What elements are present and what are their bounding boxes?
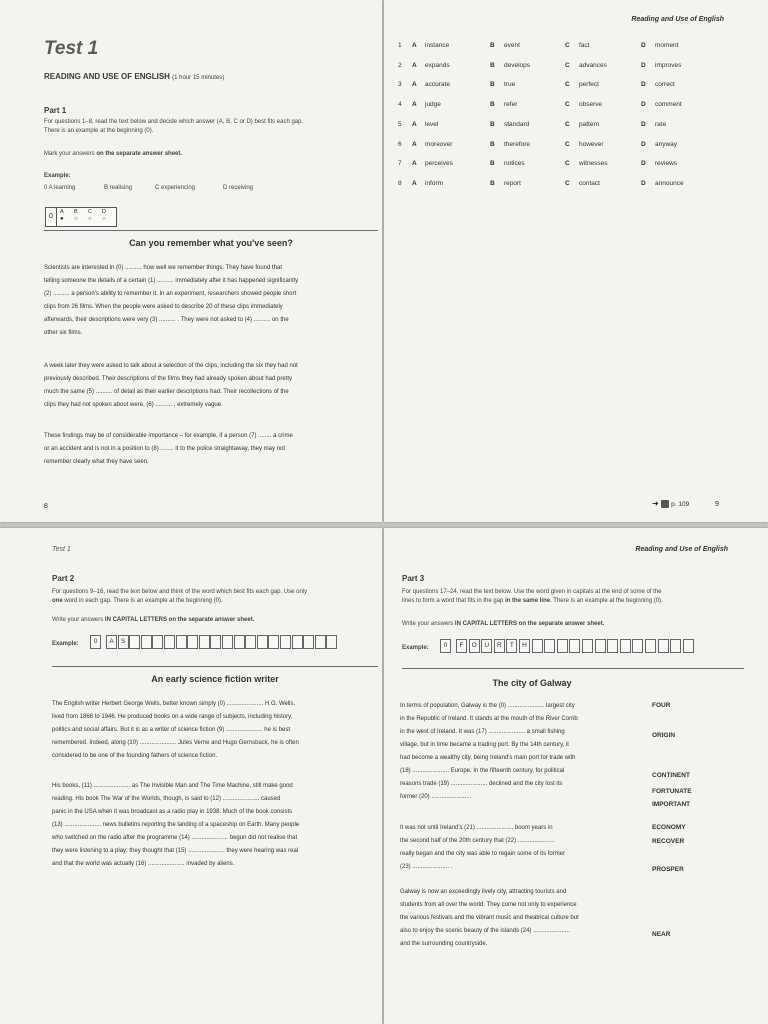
question-number: 7 [398,160,402,168]
option-a: judge [425,101,441,109]
option-a: expands [425,61,450,69]
question-number: 4 [398,101,402,109]
option-d: moment [655,42,679,49]
paragraph-1: The English writer Herbert George Wells, better known simply (0) ...................... H.G. Wells, lived from 1866 to 1946. He produced books on a wide range of subjects, including history, politics and social affairs. But it is as a writer of science fiction (9) ...................... he is best remembered. Indeed, along (10) ...................... Jules Verne and Hugo Gernsback, he is often considered to be one of the founding fathers of science fiction. [52,701,299,759]
test-title: Test 1 [44,38,99,59]
part-label: Part 1 [44,106,67,115]
letter-b: B [490,140,495,148]
letter-b: B [490,61,495,69]
word-origin: ORIGIN [652,732,676,739]
option-d: improves [655,61,682,69]
letter-d: D [641,120,646,128]
grid-letter-cell: A [106,635,117,649]
option-d: anyway [655,140,678,148]
grid-letter-cell [607,639,618,653]
option-row [398,121,750,133]
grid-letter-cell [595,639,606,653]
option-b: notices [504,160,525,168]
option-d: announce [655,179,684,187]
option-b: true [504,81,516,89]
divider [402,668,744,669]
question-number: 3 [398,81,402,89]
option-row [398,180,750,192]
grid-letter-cell: R [494,639,505,653]
write-answers: Write your answers IN CAPITAL LETTERS on the separate answer sheet. [402,621,605,627]
grid-letter-cell [658,639,669,653]
running-header: Reading and Use of English [635,546,728,553]
option-row [398,62,750,74]
part-label: Part 3 [402,574,425,583]
letter-b: B [490,179,495,187]
paragraph-2: His books, (11) ...................... as The Invisible Man and The Time Machine, still make good reading. His book The War of the Worlds, though, is said to (12) ...................... caused panic in the USA when it was broadcast as a radio play in 1938. Much of the book consists (13) ...................... news bulletins reporting the landing of a spaceship on Earth. Many people who switched on the radio after the programme (14) ...................... begun did not realise that they were listening to a play; they thought that (15) ...................... they were hearing was real and that the world was actually (16) ...................... invaded by aliens. [52,783,300,867]
option-b: refer [504,101,518,109]
grid-letter-cell [280,635,291,649]
letter-b: B [490,81,495,89]
page-10 [0,528,382,1024]
letter-b: B [490,160,495,168]
grid-letter-cell [620,639,631,653]
grid-letter-cell: T [506,639,517,653]
page-8 [0,0,382,522]
paragraph-3: Galway is now an exceedingly lively city, attracting tourists and students from all over the world. They come not only to experience the various festivals and the vibrant music and theatrical culture but also to enjoy the scenic beauty of the islands (24) ...................... and the surrounding countryside. [400,889,579,947]
word-four: FOUR [652,702,671,709]
option-c: fact [579,42,590,49]
instructions: For questions 17–24, read the text below. Use the word given in capitals at the end of some of the lines to form a word that fits in the gap in the same line. There is an example at the beginning (0). [402,589,663,604]
word-important: IMPORTANT [652,801,691,808]
option-c: contact [579,179,600,187]
arrow-icon: ➜ [652,499,659,508]
option-a: level [425,120,439,128]
option-d: comment [655,101,682,109]
section-title: READING AND USE OF ENGLISH (1 hour 15 minutes) [44,72,225,81]
letter-c: C [565,81,570,89]
grid-letter-cell [129,635,140,649]
grid-letter-cell [670,639,681,653]
word-economy: ECONOMY [652,824,686,831]
grid-letter-cell [315,635,326,649]
letter-c: C [565,140,570,148]
grid-number-cell: 0 [90,635,101,649]
option-a: instance [425,42,450,49]
option-row [398,160,750,172]
grid-letter-cell: H [519,639,530,653]
word-near: NEAR [652,931,671,938]
grid-letter-cell [210,635,221,649]
grid-letter-cell [164,635,175,649]
grid-letter-cell: S [118,635,129,649]
grid-letter-cell [532,639,543,653]
option-row [398,81,750,93]
letter-c: C [565,120,570,128]
grid-letter-cell: O [469,639,480,653]
option-c: however [579,140,604,148]
option-a: inform [425,179,444,187]
letter-a: A [412,42,417,49]
mark-answers: Mark your answers on the separate answer sheet. [44,151,183,157]
word-continent: CONTINENT [652,772,690,779]
text-title: Can you remember what you've seen? [129,238,293,248]
section-duration: (1 hour 15 minutes) [172,75,225,81]
option-a: moreover [425,140,453,148]
answer-grid: 0 A B C D ● ○ ○ ○ [45,207,117,227]
letter-a: A [412,179,417,187]
letter-d: D [641,81,646,89]
grid-letter-cell: F [456,639,467,653]
example-label: Example: [44,173,71,179]
text-title: The city of Galway [492,678,572,688]
example-label: Example: [402,645,429,651]
grid-letter-cell [187,635,198,649]
option-d: correct [655,81,675,89]
letter-d: D [641,179,646,187]
letter-c: C [565,160,570,168]
letter-a: A [412,160,417,168]
option-c: observe [579,101,603,109]
grid-letter-cell [245,635,256,649]
grid-letter-cell [222,635,233,649]
letter-a: A [412,61,417,69]
letter-c: C [565,101,570,109]
grid-letter-cell [292,635,303,649]
question-number: 1 [398,42,402,49]
grid-letter-cell [176,635,187,649]
page-9 [384,0,768,522]
grid-letter-cell [199,635,210,649]
option-d: rate [655,120,667,128]
grid-letter-cell [234,635,245,649]
book-icon [661,500,669,508]
example-label: Example: [52,641,79,647]
option-a: perceives [425,160,453,168]
option-c: pattern [579,120,600,128]
instructions: For questions 1–8, read the text below and decide which answer (A, B, C or D) best fits each gap. There is an example at the beginning (0). [44,119,304,134]
page-ref[interactable]: ➜ p. 109 [652,499,690,508]
letter-d: D [641,140,646,148]
divider [44,230,378,231]
grid-letter-cell [326,635,337,649]
letter-d: D [641,42,646,49]
option-b: therefore [504,140,531,148]
grid-letter-cell: U [481,639,492,653]
word-prosper: PROSPER [652,866,684,873]
part-label: Part 2 [52,574,75,583]
option-c: advances [579,61,607,69]
option-b: report [504,179,521,187]
grid-letter-cell [632,639,643,653]
paragraph-1: Scientists are interested in (0) .......... how well we remember things. They have found that telling someone the details of a certain (1) .......... immediately after it has happened significantly (2) .......... a person's ability to remember it. In an experiment, researchers showed people short clips from 26 films. When the people were asked to describe 20 of these clips immediately afterwards, their descriptions were very (3) .......... . They were not asked to (4) .......... on the other six films. [44,265,299,336]
page-11 [384,528,768,1024]
question-number: 6 [398,140,402,148]
letter-d: D [641,61,646,69]
letter-d: D [641,160,646,168]
grid-letter-cell [141,635,152,649]
grid-letter-cell [303,635,314,649]
grid-letter-cell [152,635,163,649]
letter-b: B [490,101,495,109]
running-header: Reading and Use of English [631,16,724,23]
option-d: reviews [655,160,678,168]
letter-d: D [641,101,646,109]
example-options: 0 A learning B realising C experiencing D receiving [44,185,254,191]
word-recover: RECOVER [652,838,685,845]
grid-letter-cell [557,639,568,653]
letter-a: A [412,120,417,128]
paragraph-3: These findings may be of considerable importance – for example, if a person (7) ........ a crime or an accident and is not in a position to (8) ........ it to the police straightaway, they may not remember clearly what they have seen. [44,433,293,465]
grid-number-cell: 0 [440,639,451,653]
page-number: 8 [44,503,48,510]
option-c: witnesses [579,160,608,168]
letter-b: B [490,42,495,49]
letter-c: C [565,61,570,69]
page-number: 9 [715,501,719,508]
grid-letter-cell [268,635,279,649]
option-b: event [504,42,520,49]
divider [52,666,378,667]
grid-letter-cell [582,639,593,653]
running-header: Test 1 [52,546,71,553]
option-row [398,101,750,113]
question-number: 8 [398,179,402,187]
question-number: 2 [398,61,402,69]
grid-letter-cell [569,639,580,653]
write-answers: Write your answers IN CAPITAL LETTERS on the separate answer sheet. [52,617,255,623]
option-b: develops [504,61,531,69]
letter-c: C [565,179,570,187]
text-title: An early science fiction writer [151,674,279,684]
option-c: perfect [579,81,599,89]
letter-c: C [565,42,570,49]
paragraph-2: It was not until Ireland's (21) ...................... boom years in the second half of the 20th century that (22) ...................... really began and the city was able to regain some of its former (23) ...................... . [400,825,566,870]
letter-a: A [412,81,417,89]
option-row [398,141,750,153]
grid-letter-cell [257,635,268,649]
letter-a: A [412,140,417,148]
option-row [398,42,750,54]
grid-letter-cell [683,639,694,653]
option-b: standard [504,120,530,128]
word-fortunate: FORTUNATE [652,788,692,795]
grid-letter-cell [645,639,656,653]
paragraph-1: In terms of population, Galway is the (0) ...................... largest city in the Republic of Ireland. It stands at the mouth of the River Corrib in the west of Ireland. It was (17) ...................... a small fishing village, but in time became a trading port. By the 14th century, it had become a wealthy city, being Ireland's main port for trade with (18) ...................... Europe. In the fifteenth century, for political reasons trade (19) ...................... declined and the city lost its former (20) ...................... . [400,703,578,800]
grid-letter-cell [544,639,555,653]
instructions: For questions 9–16, read the text below and think of the word which best fits each gap. Use only one word in each gap. There is an example at the beginning (0). [52,589,308,604]
letter-b: B [490,120,495,128]
option-a: accurate [425,81,450,89]
question-number: 5 [398,120,402,128]
letter-a: A [412,101,417,109]
paragraph-2: A week later they were asked to talk about a selection of the clips, including the six they had not previously described. Their descriptions of the films they had already spoken about had pretty much the same (5) .......... of detail as their earlier descriptions had. Their recollections of the clips they had not spoken about were, (6) .......... , extremely vague. [44,363,298,408]
